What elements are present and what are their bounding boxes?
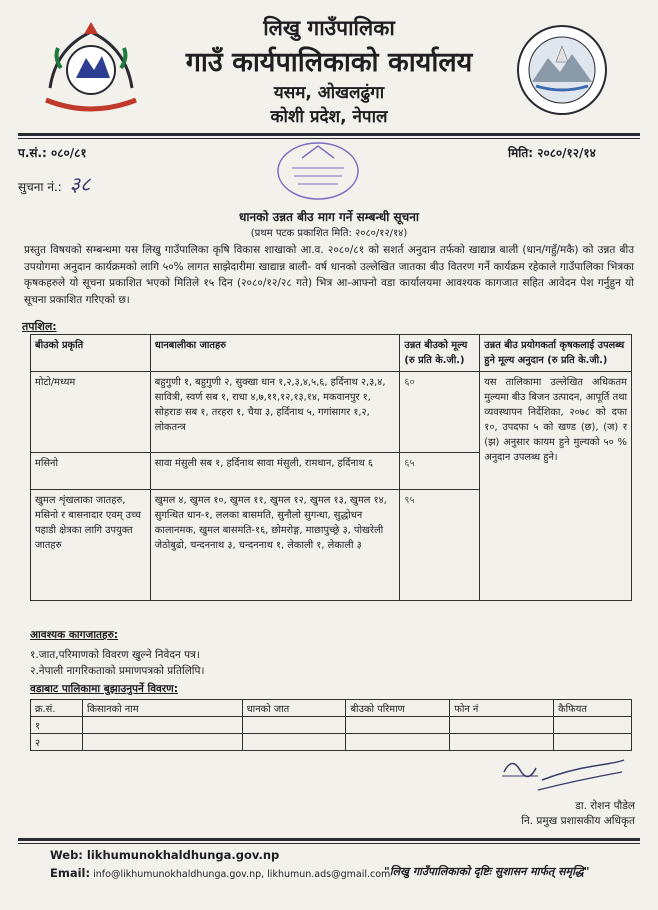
footer-divider-thin [18, 843, 640, 844]
seed-type-cell: मसिनो [31, 453, 151, 490]
office-name: गाउँ कार्यपालिकाको कार्यालय [185, 47, 473, 78]
col-rice-variety: धानको जात [242, 700, 346, 717]
seed-type-cell: मोटो/मध्यम [31, 372, 151, 453]
table-row [31, 717, 632, 734]
details-label: तपशिल: [22, 320, 57, 333]
serial-cell: २ [31, 734, 83, 751]
serial-cell: १ [31, 717, 83, 734]
slogan: "लिखु गाउँपालिकाको दृष्टिः सुशासन मार्फत् समृद्धि" [384, 865, 590, 878]
notice-body: प्रस्तुत विषयको सम्बन्धमा यस लिखु गाउँपालिका कृषि विकास शाखाको आ.व. २०८०/८१ को सशर्त अनुदान तर्फको खाद्यान्न बाली (धान/गहुँ/मकै) को उन्नत बीउ उपयोगमा अनुदान कार्यक्रमको लागि ५०% लागत साझेदारीमा खाद्यान्न बाली- वर्ष धानको उल्लेखित जातका बीउ वितरण गर्ने कार्यक्रम रहेकाले गाउँपालिका भित्रका कृषकहरुले यो सूचना प्रकाशित भएको मितिले १५ दिन (२०८०/१२/२८ गते) भित्र आ-आफ्नो वडा कार्यालयमा आवश्यक कागजात सहित आवेदन पेश गर्नुहुन यो सूचना प्रकाशित गरिएको छ। [24, 244, 634, 306]
issue-date: मिति: २०८०/१२/१४ [508, 146, 596, 160]
email-link[interactable]: info@likhumunokhaldhunga.gov.np, likhumun.ads@gmail.com [93, 869, 391, 880]
signer-name: डा. रोशन पौडेल [575, 800, 635, 812]
table-row [31, 372, 632, 453]
price-cell: ९५ [400, 490, 480, 601]
col-seed-quantity: बीउको परिमाण [346, 700, 450, 717]
web-link[interactable]: likhumunokhaldhunga.gov.np [86, 848, 280, 862]
office-stamp-icon [262, 138, 374, 204]
office-location: यसम, ओखलढुंगा [273, 83, 385, 103]
table-row [31, 734, 632, 751]
seed-table [30, 334, 632, 601]
documents-title: आवश्यक कागजातहरु: [30, 629, 119, 641]
notice-title: धानको उन्नत बीउ माग गर्ने सम्बन्धी सूचना [239, 210, 419, 224]
email [50, 866, 390, 880]
email-label: Email: [50, 866, 91, 880]
ward-form-table [30, 699, 632, 751]
col-remarks: कैफियत [554, 700, 632, 717]
col-phone: फोन नं [450, 700, 554, 717]
notice-number [18, 170, 90, 197]
varieties-cell: बहुगुणी १, बहुगुणी २, सुक्खा धान १,२,३,४,५,६, हर्दिनाथ २,३,४, सावित्री, स्वर्ण सब १, राधा ४,७,११,१२,१३,१४, मकवानपुर १, सोहराङ सब १, तरहरा १, चैया ३, हर्दिनाथ ५, गगांसागर १,२, लोकतन्त्र [150, 372, 400, 453]
reference-number: प.सं.: ०८०/८१ [18, 146, 87, 160]
col-seed-type: बीउको प्रकृति [31, 335, 151, 372]
ward-form-header [31, 700, 632, 717]
web-label: Web: [50, 848, 83, 862]
price-cell: ६५ [400, 453, 480, 490]
varieties-cell: सावा मंसुली सब १, हर्दिनाथ सावा मंसुली, रामधान, हर्दिनाथ ६ [150, 453, 400, 490]
col-serial: क्र.सं. [31, 700, 83, 717]
col-farmer-name: किसानको नाम [82, 700, 242, 717]
col-price: उन्नत बीउको मूल्य (रु प्रति के.जी.) [400, 335, 480, 372]
municipality-seal-icon [516, 24, 608, 116]
municipality-name: लिखु गाउँपालिका [263, 16, 395, 40]
document-item: २.नेपाली नागरिकताको प्रमाणपत्रको प्रतिलिपि। [30, 665, 205, 677]
seed-table-header [31, 335, 632, 372]
price-cell: ६० [400, 372, 480, 453]
ward-form-title: वडाबाट पालिकामा बुझाउनुपर्ने विवरण: [30, 683, 178, 695]
document-item: १.जात,परिमाणको विवरण खुल्ने निवेदन पत्र। [30, 649, 200, 661]
col-varieties: धानबालीका जातहरु [150, 335, 400, 372]
subsidy-note-cell: यस तालिकामा उल्लेखित अधिकतम मुल्यमा बीउ बिजन उत्पादन, आपूर्ति तथा व्यवस्थापन निर्देशिका, २०७८ को दफा १०, उपदफा ५ को खण्ड (छ), (ज) र (झ) अनुसार कायम हुने मुल्यको ५० % अनुदान उपलब्ध हुने। [480, 372, 632, 601]
col-subsidy: उन्नत बीउ प्रयोगकर्ता कृषकलाई उपलब्ध हुने मूल्य अनुदान (रु प्रति के.जी.) [480, 335, 632, 372]
seed-type-cell: खुमल शृंखलाका जातहरु, मसिनो र बासनादार एवम् उच्च पहाडी क्षेत्रका लागि उपयुक्त जातहरु [31, 490, 151, 601]
signature-icon [498, 750, 628, 800]
province-name: कोशी प्रदेश, नेपाल [270, 107, 388, 127]
notice-number-label: सुचना नं.: [18, 180, 62, 194]
website [50, 848, 279, 862]
notice-subtitle: (प्रथम पटक प्रकाशित मिति: २०८०/१२/१४) [250, 228, 408, 239]
header-divider [18, 133, 640, 136]
footer-divider [18, 838, 640, 841]
notice-number-value: ३८ [69, 172, 91, 196]
varieties-cell: खुमल ४, खुमल १०, खुमल ११, खुमल १२, खुमल १३, खुमल १४, सुगन्धित धान-१, ललका बासमति, सुनौलो सुगन्धा, सुद्धोधन कालानमक, खुमल बासमति-१६, छोमरोङ्ग, माछापुच्छ्रे ३, पोखरेली जेठोबुढो, चन्दननाथ ३, चन्दननाथ १, लेकाली १, लेकाली ३ [150, 490, 400, 601]
signer-post: नि. प्रमुख प्रशासकीय अधिकृत [521, 815, 635, 827]
